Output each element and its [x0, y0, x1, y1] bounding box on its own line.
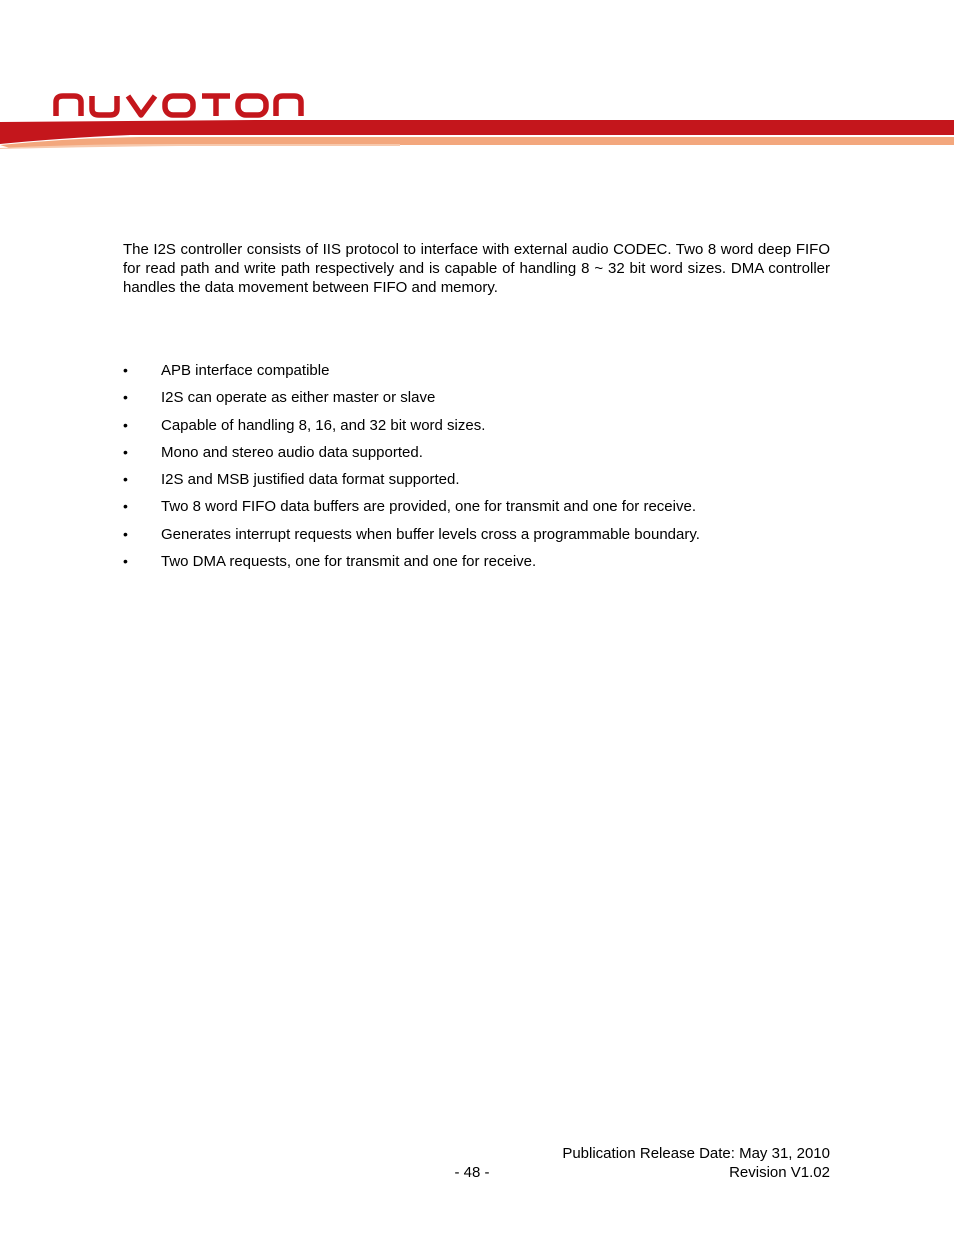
bullet-icon: •	[123, 362, 128, 378]
list-item	[123, 416, 830, 443]
list-item	[123, 388, 830, 415]
bullet-icon: •	[123, 498, 128, 515]
bullet-icon: •	[123, 553, 128, 570]
list-item-text: Capable of handling 8, 16, and 32 bit word sizes.	[161, 416, 486, 434]
list-item-text: Two DMA requests, one for transmit and one for receive.	[161, 553, 537, 571]
publication-date: Publication Release Date: May 31, 2010	[562, 1145, 830, 1162]
page-number: - 48 -	[454, 1164, 490, 1181]
nuvoton-logo	[52, 92, 308, 118]
bullet-icon: •	[123, 471, 128, 488]
bullet-icon: •	[123, 389, 128, 406]
i2s-description: The I2S controller consists of IIS protocol to interface with external audio CODEC. Two 8 word deep FIFO for read path and write path respectively and is capable of handling 8 ~ 32 bit word sizes. DMA controller handles the data movement between FIFO and memory.	[123, 241, 830, 296]
list-item	[123, 497, 830, 524]
list-item-text: APB interface compatible	[161, 362, 330, 379]
list-item	[123, 361, 830, 388]
list-item	[123, 470, 830, 497]
list-item-text: I2S can operate as either master or slave	[161, 389, 436, 407]
list-item	[123, 552, 830, 579]
bullet-icon: •	[123, 416, 128, 433]
revision: Revision V1.02	[729, 1164, 830, 1181]
list-item-text: I2S and MSB justified data format supported.	[161, 471, 460, 489]
header-swoosh-bar	[0, 118, 954, 150]
list-item-text: Generates interrupt requests when buffer levels cross a programmable boundary.	[161, 525, 700, 543]
bullet-icon: •	[123, 525, 128, 542]
list-item	[123, 525, 830, 552]
list-item-text: Mono and stereo audio data supported.	[161, 443, 423, 461]
feature-list	[123, 361, 830, 579]
bullet-icon: •	[123, 443, 128, 460]
list-item-text: Two 8 word FIFO data buffers are provided, one for transmit and one for receive.	[161, 498, 696, 516]
page-header	[0, 0, 954, 150]
list-item	[123, 443, 830, 470]
